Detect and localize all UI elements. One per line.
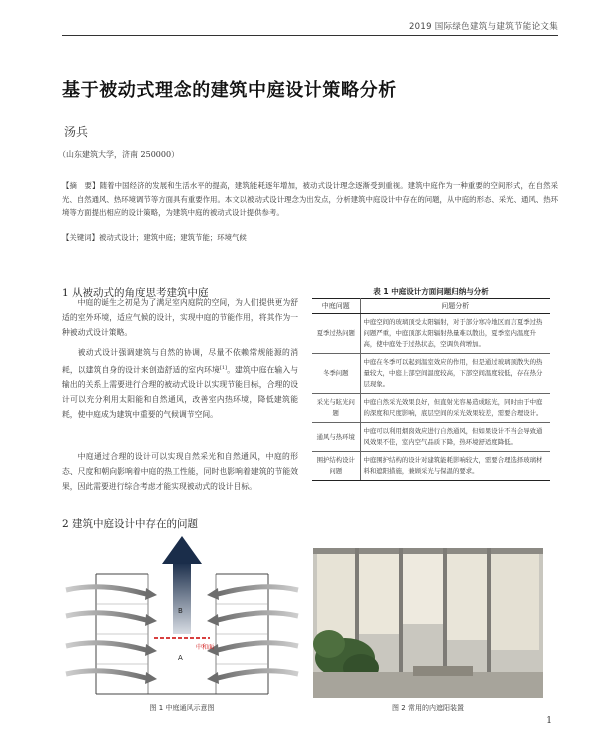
table-cell-issue: 通风与热环境: [312, 423, 360, 452]
table-cell-analysis: 中庭围护结构的设计对建筑能耗影响较大，需要合理选择玻璃材料和遮阳措施，兼顾采光与保温的要求。: [360, 452, 550, 481]
section-1-paragraph-3: 中庭通过合理的设计可以实现自然采光和自然通风，中庭的形态、尺度和朝向影响着中庭的热工性能，同时也影响着建筑的节能效果，因此需要进行综合考虑才能实现被动式的设计目标。: [62, 452, 298, 491]
table-row: [312, 452, 550, 481]
interior-blinds-photo: [313, 548, 543, 698]
abstract-text: 随着中国经济的发展和生活水平的提高，建筑能耗逐年增加，被动式设计理念逐渐受到重视。建筑中庭作为一种重要的空间形式，在自然采光、自然通风、热环境调节等方面具有重要作用。本文以被动式设计理念为出发点，分析建筑中庭设计中存在的问题，从中庭的形态、采光、通风、热环境等方面提出相应的设计策略，为建筑中庭的被动式设计提供参考。: [62, 181, 558, 217]
keywords: [62, 231, 558, 244]
table-header-row: [312, 299, 550, 314]
table-cell-analysis: 中庭空间的玻璃顶受太阳辐射，对于部分寒冷地区而言夏季过热问题严重，中庭顶部太阳辐射热量难以散出，夏季室内温度升高，使中庭处于过热状态，空调负荷增加。: [360, 314, 550, 354]
table-row: [312, 314, 550, 354]
label-neutral-plane: 中和面: [196, 644, 215, 651]
table-header-issue: 中庭问题: [312, 299, 360, 314]
table-cell-issue: 采光与眩光问题: [312, 394, 360, 423]
section-1-heading: 1 从被动式的角度思考建筑中庭: [62, 287, 209, 299]
table-row: [312, 394, 550, 423]
running-header: 2019 国际绿色建筑与建筑节能论文集: [408, 22, 558, 32]
table-cell-analysis: 中庭自然采光效果良好，但直射光容易造成眩光，同时由于中庭的深度和尺度影响，底层空间的采光效果较差，需要合理设计。: [360, 394, 550, 423]
table-cell-analysis: 中庭可以利用烟囱效应进行自然通风，但如果设计不当会导致通风效果不佳，室内空气品质下降，热环境舒适度降低。: [360, 423, 550, 452]
table-cell-issue: 冬季问题: [312, 354, 360, 394]
figure-2-caption: 图 2 常用的内遮阳装置: [392, 704, 464, 712]
abstract: [62, 179, 558, 220]
keywords-text: 被动式设计；建筑中庭；建筑节能；环境气候: [98, 233, 247, 242]
keywords-label: 【关键词】: [62, 233, 99, 242]
table-header-analysis: 问题分析: [360, 299, 550, 314]
table-1: [312, 298, 550, 481]
label-a: A: [178, 654, 183, 662]
paragraph-2-text: 被动式设计强调建筑与自然的协调，尽量不依赖常规能源的消耗，以建筑自身的设计来创造舒适的室内环境: [62, 348, 298, 375]
page-number: 1: [546, 716, 552, 726]
table-row: [312, 423, 550, 452]
table-row: [312, 354, 550, 394]
stack-effect-arrow: [162, 536, 202, 634]
paper-title: 基于被动式理念的建筑中庭设计策略分析: [62, 80, 397, 101]
label-b: B: [178, 607, 183, 615]
author-affiliation: （山东建筑大学，济南 250000）: [58, 150, 180, 159]
atrium-ventilation-diagram: [62, 534, 302, 698]
figure-1-caption: 图 1 中庭通风示意图: [149, 704, 215, 712]
abstract-label: 【摘 要】: [62, 181, 100, 190]
desk: [413, 666, 473, 676]
table-1-caption: 表 1 中庭设计方面问题归纳与分析: [373, 287, 489, 296]
table-cell-issue: 夏季过热问题: [312, 314, 360, 354]
section-1-paragraph-1: 中庭的诞生之初是为了满足室内庭院的空间，为人们提供更为舒适的室外环境，适应气候的设计，实现中庭的节能作用，将其作为一种被动式设计策略。: [62, 298, 298, 337]
author-name: 汤兵: [64, 125, 89, 139]
header-divider: [62, 35, 558, 36]
citation-ref: [1]: [219, 364, 227, 371]
table-cell-issue: 围护结构设计问题: [312, 452, 360, 481]
section-2-heading: 2 建筑中庭设计中存在的问题: [62, 518, 199, 530]
section-1-paragraph-2: [62, 346, 298, 423]
paragraph-2-cont: 。建筑中庭在输入与输出的关系上需要进行合理的被动式设计以实现节能目标，合理的设计可以充分利用太阳能和自然通风，改善室内热环境，降低建筑能耗，使中庭成为建筑中重要的气候调节空间。: [62, 365, 299, 420]
table-cell-analysis: 中庭在冬季可以起到温室效应的作用，但是通过玻璃顶散失的热量较大，中庭上部空间温度较高，下部空间温度较低，存在热分层现象。: [360, 354, 550, 394]
